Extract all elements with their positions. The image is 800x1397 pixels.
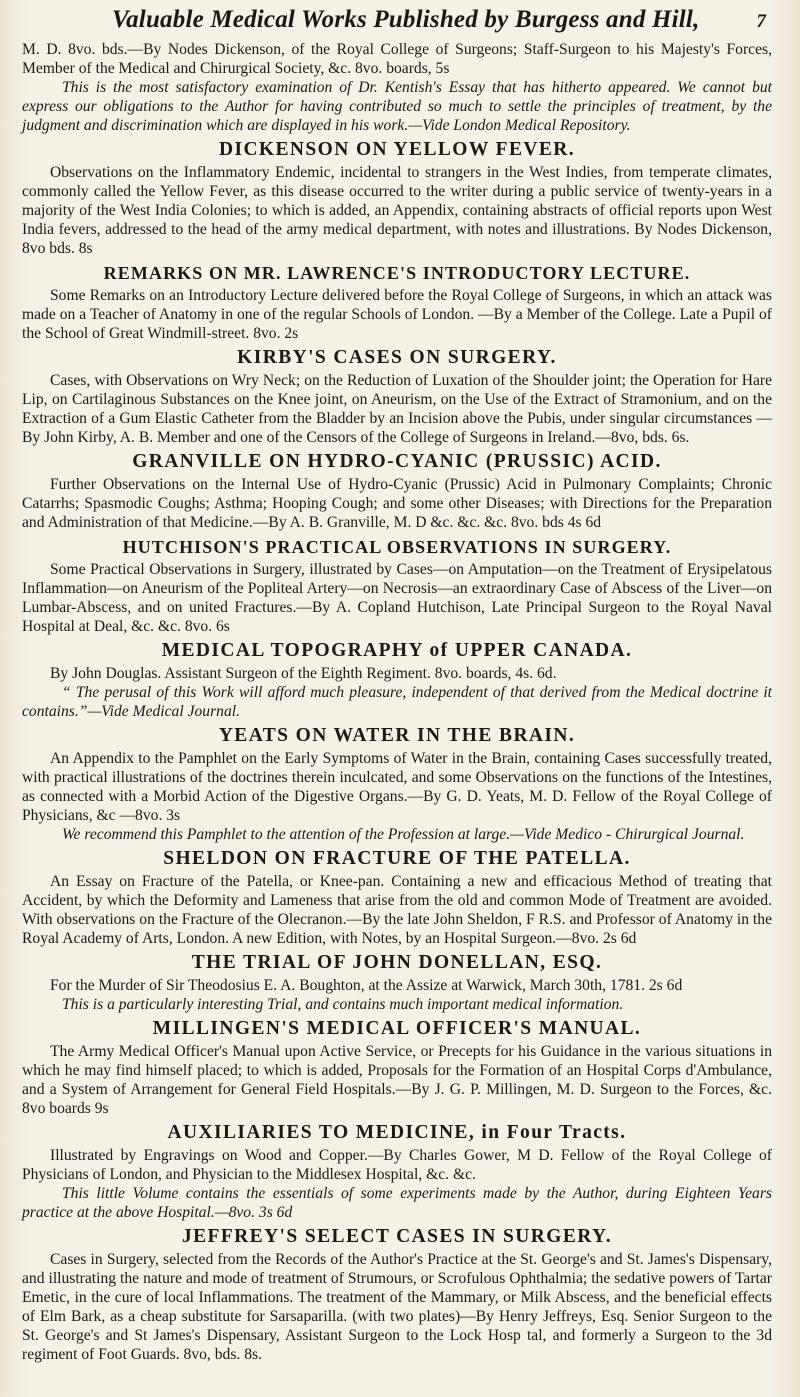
entry-title: YEATS ON WATER IN THE BRAIN. — [218, 725, 576, 746]
entry-body: Further Observations on the Internal Use of Hydro-Cyanic (Prussic) Acid in Pulmonary Complaints; Chronic Catarrhs; Spasmodic Coughs; Asthma; Hooping Cough; and some other Diseases; with Directions for the Preparation and Administration of that Medicine.—By A. B. Granville, M. D &c. &c. &c. 8vo. bds 4s 6d — [22, 476, 772, 531]
entry-review: This is a particularly interesting Trial, and contains much important medical information. — [62, 996, 624, 1013]
running-header — [22, 6, 772, 40]
entry-body: Observations on the Inflammatory Endemic, incidental to strangers in the West Indies, from temperate climates, commonly called the Yellow Fever, as this disease occurred to the writer during a public service of twenty-years in a majority of the West India Colonies; to which is added, an Appendix, containing abstracts of official reports upon West India fevers, addressed to the head of the army medical department, with notes and illustrations. By Nodes Dickenson, 8vo bds. 8s — [22, 164, 772, 257]
entry-review: This little Volume contains the essentials of some experiments made by the Author, during Eighteen Years practice at the above Hospital.—8vo. 3s 6d — [22, 1185, 772, 1221]
entry-body: M. D. 8vo. bds.—By Nodes Dickenson, of the Royal College of Surgeons; Staff-Surgeon to his Majesty's Forces, Member of the Medical and Chirurgical Society, &c. 8vo. boards, 5s — [22, 41, 772, 77]
page-number: 7 — [756, 11, 766, 32]
advertisement-entry — [22, 449, 772, 532]
advertisement-entry — [22, 638, 772, 721]
entry-body: Cases, with Observations on Wry Neck; on the Reduction of Luxation of the Shoulder joint; the Operation for Hare Lip, on Cartilaginous Substances on the Knee joint, on Aneurism, on the Use of the Extract of Stramonium, and on the Extraction of a Gum Elastic Catheter from the Bladder by an Incision above the Pubis, under singular circumstances —By John Kirby, A. B. Member and one of the Censors of the College of Surgeons in Ireland.—8vo, bds. 6s. — [22, 372, 772, 446]
entry-body: By John Douglas. Assistant Surgeon of the Eighth Regiment. 8vo. boards, 4s. 6d. — [50, 665, 557, 682]
entry-body: Some Remarks on an Introductory Lecture delivered before the Royal College of Surgeons, in which an attack was made on a Teacher of Anatomy in one of the regular Schools of London. —By a Member of the College. Late a Pupil of the School of Great Windmill-street. 8vo. 2s — [22, 287, 772, 342]
advertisement-entry — [22, 260, 772, 343]
advertisement-entry — [22, 1016, 772, 1118]
entry-body: An Appendix to the Pamphlet on the Early Symptoms of Water in the Brain, containing Cases successfully treated, with practical illustrations of the doctrines therein inculcated, and some Observations on the functions of the Intestines, as connected with a Morbid Action of the Digestive Organs.—By G. D. Yeats, M. D. Fellow of the Royal College of Physicians, &c —8vo. 3s — [22, 750, 772, 824]
entry-body: Illustrated by Engravings on Wood and Copper.—By Charles Gower, M D. Fellow of the Royal College of Physicians of London, and Physician to the Middlesex Hospital, &c. &c. — [22, 1147, 772, 1183]
advertisement-entry — [22, 345, 772, 447]
advertisement-entry — [22, 950, 772, 1014]
entry-body: Cases in Surgery, selected from the Records of the Author's Practice at the St. George's and St. James's Dispensary, and illustrating the nature and mode of treatment of Strumours, or Scrofulous Ophthalmia; the sedative powers of Tartar Emetic, in the cure of local Inflammations. The treatment of the Mammary, or Milk Abscess, and the beneficial effects of Elm Bark, as a cheap substitute for Sarsaparilla. (with two plates)—By Henry Jeffreys, Esq. Senior Surgeon to the St. George's and St James's Dispensary, Assistant Surgeon to the Lock Hosp tal, and formerly a Surgeon to the 3d regiment of Foot Guards. 8vo, bds. 8s. — [22, 1251, 772, 1363]
advertisement-entry — [22, 1224, 772, 1364]
entry-body: An Essay on Fracture of the Patella, or Knee-pan. Containing a new and efficacious Method of treating that Accident, by which the Deformity and Lameness that arise from the old and common Mode of Treatment are avoided. With observations on the Fracture of the Olecranon.—By the late John Sheldon, F R.S. and Professor of Anatomy in the Royal Academy of Arts, London. A new Edition, with Notes, by an Hospital Surgeon.—8vo. 2s 6d — [22, 873, 772, 947]
entry-title: DICKENSON ON YELLOW FEVER. — [218, 139, 576, 160]
advertisement-entry — [22, 40, 772, 135]
advertisement-entry — [22, 846, 772, 948]
entry-body: Some Practical Observations in Surgery, illustrated by Cases—on Amputation—on the Treatment of Erysipelatous Inflammation—on Aneurism of the Popliteal Artery—on Necrosis—an extraordinary Case of Abscess of the Liver—on Lumbar-Abscess, and on united Fractures.—By A. Copland Hutchison, Late Principal Surgeon to the Royal Naval Hospital at Deal, &c. &c. 8vo. 6s — [22, 561, 772, 635]
entry-review: “ The perusal of this Work will afford much pleasure, independent of that derived from the Medical doctrine it contains.”—Vide Medical Journal. — [22, 684, 772, 720]
advertisement-entry — [22, 1120, 772, 1222]
entry-body: For the Murder of Sir Theodosius E. A. Boughton, at the Assize at Warwick, March 30th, 1781. 2s 6d — [50, 977, 683, 994]
entry-title: AUXILIARIES TO MEDICINE, in Four Tracts. — [167, 1122, 627, 1143]
entry-title: GRANVILLE ON HYDRO-CYANIC (PRUSSIC) ACID. — [132, 451, 662, 472]
entry-body: The Army Medical Officer's Manual upon Active Service, or Precepts for his Guidance in the various situations in which he may find himself placed; to which is added, Proposals for the Formation of an Hospital Corps d'Ambulance, and a System of Arrangement for General Field Hospitals.—By J. G. P. Millingen, M. D. Surgeon to the Forces, &c. 8vo boards 9s — [22, 1043, 772, 1117]
advertisement-entry — [22, 723, 772, 844]
running-title: Valuable Medical Works Published by Burgess and Hill, — [112, 6, 700, 33]
entry-review: We recommend this Pamphlet to the attention of the Profession at large.—Vide Medico - Chirurgical Journal. — [62, 826, 745, 843]
advertisement-entry — [22, 137, 772, 258]
entry-title: KIRBY'S CASES ON SURGERY. — [237, 347, 557, 368]
entry-title: JEFFREY'S SELECT CASES IN SURGERY. — [182, 1226, 612, 1247]
entry-title: THE TRIAL OF JOHN DONELLAN, ESQ. — [191, 952, 603, 973]
entry-title: MILLINGEN'S MEDICAL OFFICER'S MANUAL. — [152, 1018, 642, 1039]
entry-title: REMARKS ON MR. LAWRENCE'S INTRODUCTORY LECTURE. — [103, 263, 691, 283]
entry-review: This is the most satisfactory examination of Dr. Kentish's Essay that has hitherto appeared. We cannot but express our obligations to the Author for having contributed so much to settle the principles of treatment, by the judgment and discrimination which are displayed in his work.—Vide London Medical Repository. — [22, 79, 772, 134]
entry-title: HUTCHISON'S PRACTICAL OBSERVATIONS IN SURGERY. — [122, 537, 672, 557]
entry-title: SHELDON ON FRACTURE OF THE PATELLA. — [163, 848, 631, 869]
advertisement-entry — [22, 534, 772, 636]
entry-title: MEDICAL TOPOGRAPHY of UPPER CANADA. — [161, 640, 633, 661]
